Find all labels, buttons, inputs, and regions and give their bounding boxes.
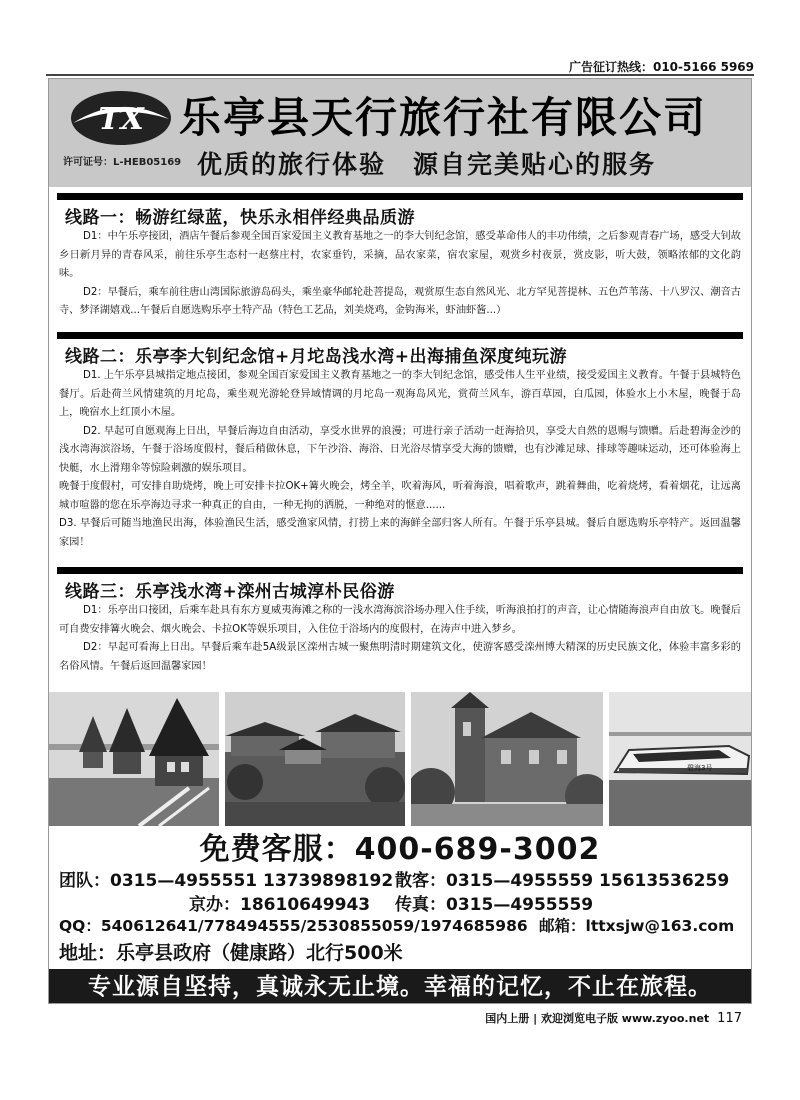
page-footer	[485, 1010, 742, 1026]
route-day-text: 晚餐于度假村，可安排自助烧烤，晚上可安排卡拉OK+篝火晚会，烤全羊，吹着海风，听着海浪，唱着歌声，跳着舞曲，吃着烧烤，看着烟花，让远离城市喧嚣的您在乐亭海边寻求一种真正的自由，一种无拘的洒脱，一种绝对的惬意......	[59, 481, 741, 511]
route-day-text: D1：中午乐亭接团，酒店午餐后参观全国百家爱国主义教育基地之一的李大钊纪念馆，感受革命伟人的丰功伟绩，之后参观青春广场，感受大钊故乡日新月异的青春风采，前往乐亭生态村一赵蔡庄村，农家垂钓，采摘，品农家菜，宿农家屋，观赏乡村夜景，赏皮影，听大鼓，领略浓郁的文化韵味。	[59, 231, 741, 279]
route-day-text: D2. 早起可自愿观海上日出，早餐后海边自由活动，享受水世界的浪漫；可进行亲子活动一赶海拾贝，享受大自然的恩赐与馈赠。后赴碧海金沙的浅水湾海滨浴场，午餐于浴场度假村，餐后稍做休息，下午沙浴、海浴、日光浴尽情享受大海的馈赠，也有沙滩足球、排球等趣味运动，还可体验海上快艇，水上滑翔伞等惊险刺激的娱乐项目。	[59, 425, 741, 474]
slogan: 优质的旅行体验 源自完美贴心的服务	[197, 150, 657, 179]
qq-numbers: QQ：540612641/778494555/2530855059/1974685986	[59, 917, 528, 935]
page-number: 117	[717, 1011, 742, 1026]
wooden-cabins-photo	[49, 692, 219, 826]
ancient-town-photo	[225, 692, 405, 826]
route-one	[49, 193, 751, 321]
photo-strip	[49, 692, 751, 826]
free-service-hotline: 免费客服：400-689-3002	[199, 832, 601, 867]
individual-phone: 散客：0315—4955559 15613536259	[395, 871, 730, 891]
footer-text: 国内上册 | 欢迎浏览电子版 www.zyoo.net	[485, 1012, 710, 1025]
route-day-text: D2：早餐后，乘车前往唐山湾国际旅游岛码头，乘坐豪华邮轮赴菩提岛，观赏原生态自然风光、北方罕见菩提林、五色芦苇荡、十八罗汉、潮音古寺、梦泽湖嬉戏...午餐后自愿选购乐亭土特产品（特色工艺品，刘美烧鸡，金钩海米，虾油虾酱...）	[59, 286, 741, 316]
office-address: 地址：乐亭县政府（健康路）北行500米	[59, 942, 403, 964]
company-logo-icon	[69, 89, 173, 147]
top-rule	[46, 74, 754, 76]
boat-label: 碧海3号	[687, 764, 713, 772]
route-title: 线路三：乐亭浅水湾+滦州古城淳朴民俗游	[65, 582, 395, 602]
advertisement-frame	[48, 78, 752, 1004]
email-address: 邮箱：lttxsjw@163.com	[539, 917, 735, 935]
route-day-text: D1. 上午乐亭县城指定地点接团，参观全国百家爱国主义教育基地之一的李大钊纪念馆，感受伟人生平业绩，接受爱国主义教育。午餐于县城特色餐厅。后赴荷兰风情建筑的月坨岛，乘坐观光游轮登异域情调的月坨岛一观海岛风光，赏荷兰风车，游百草园，白瓜园，体验水上小木屋，晚餐于岛上，晚宿水上红顶小木屋。	[59, 370, 741, 418]
header	[49, 79, 751, 187]
european-villa-photo	[411, 692, 603, 826]
contact-block	[49, 824, 751, 964]
beijing-office-phone: 京办：18610649943	[189, 895, 371, 915]
team-phone: 团队：0315—4955551 13739898192	[59, 871, 394, 891]
route-three	[49, 567, 751, 676]
route-day-text: D3. 早餐后可随当地渔民出海，体验渔民生活，感受渔家风情，打捞上来的海鲜全部归客人所有。午餐于乐亭县城。餐后自愿选购乐亭特产。返回温馨家园！	[59, 518, 741, 548]
section-divider	[57, 332, 743, 339]
motto-banner: 专业源自坚持，真诚永无止境。幸福的记忆，不止在旅程。	[49, 969, 751, 1004]
section-divider	[57, 567, 743, 574]
route-day-text: D1：乐亭出口接团，后乘车赴具有东方夏威夷海滩之称的一浅水湾海滨浴场办理入住手续，听海浪拍打的声音，让心情随海浪声自由放飞。晚餐后可自费安排篝火晚会、烟火晚会、卡拉OK等娱乐项目，入住位于浴场内的度假村，在涛声中进入梦乡。	[59, 605, 741, 635]
route-two	[49, 332, 751, 552]
company-name: 乐亭县天行旅行社有限公司	[179, 93, 708, 142]
logo-text: TX	[98, 102, 144, 137]
route-title: 线路二：乐亭李大钊纪念馆+月坨岛浅水湾+出海捕鱼深度纯玩游	[65, 347, 567, 367]
speedboat-photo	[609, 692, 751, 826]
ad-hotline: 广告征订热线：010-5166 5969	[568, 60, 754, 74]
route-title: 线路一：畅游红绿蓝，快乐永相伴经典品质游	[65, 208, 415, 228]
fax-number: 传真：0315—4955559	[395, 895, 594, 915]
section-divider	[57, 193, 743, 200]
route-day-text: D2：早起可看海上日出。早餐后乘车赴5A级景区滦州古城一聚焦明清时期建筑文化，使游客感受滦州博大精深的历史民族文化，体验丰富多彩的名俗风情。午餐后返回温馨家园！	[59, 642, 741, 672]
license-number: 许可证号：L-HEB05169	[63, 157, 182, 168]
